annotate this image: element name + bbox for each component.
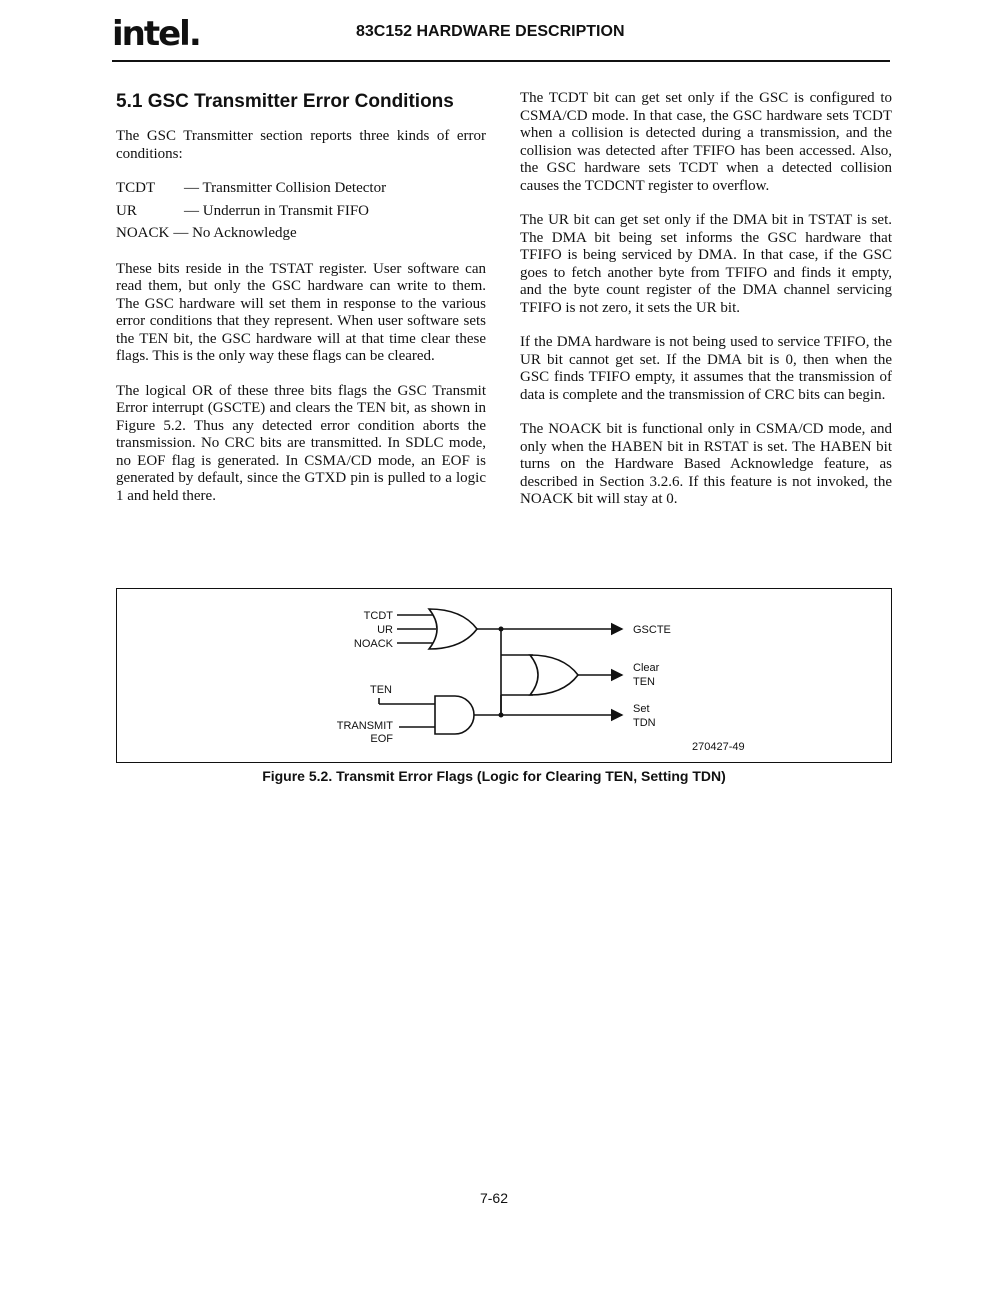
intro-paragraph: The GSC Transmitter section reports three kinds of error conditions: <box>116 128 486 162</box>
condition-term: TCDT <box>116 180 156 196</box>
label-transmit: TRANSMIT <box>336 720 393 732</box>
label-clear-ten: TEN <box>633 676 655 688</box>
label-set: Set <box>633 703 650 715</box>
label-ur: UR <box>377 624 393 636</box>
condition-row <box>116 225 486 243</box>
condition-desc: — Transmitter Collision Detector <box>184 180 387 196</box>
body-paragraph: The NOACK bit is functional only in CSMA/CD mode, and only when the HABEN bit in RSTAT is set. The HABEN bit turns on the Hardware Based Acknowledge feature, as described in Section 3.2.6. If this feature is not invoked, the NOACK bit will stay at 0. <box>520 421 892 507</box>
and-gate-set <box>435 696 474 734</box>
left-column <box>116 90 486 522</box>
body-paragraph: The TCDT bit can get set only if the GSC is configured to CSMA/CD mode. In that case, the GSC hardware sets TCDT when a collision is detected during a transmission, and the collision was detected after TFIFO has been accessed. Also, the GSC hardware sets TCDT when a detected collision causes the TCDCNT register to overflow. <box>520 90 892 194</box>
condition-term: UR <box>116 202 137 219</box>
condition-row <box>116 180 486 198</box>
intel-logo: intel. <box>112 14 200 54</box>
label-tcdt: TCDT <box>363 610 393 622</box>
page-number: 7-62 <box>479 1190 509 1206</box>
condition-term: NOACK <box>116 225 170 241</box>
label-eof: EOF <box>370 733 393 745</box>
logic-diagram-figure <box>116 588 892 763</box>
label-set-tdn: TDN <box>633 717 656 729</box>
condition-row <box>116 203 486 221</box>
body-paragraph: These bits reside in the TSTAT register. User software can read them, but only the GSC hardware can write to them. The GSC hardware will set them in response to the various error conditions that they represent. When user software sets the TEN bit, the GSC hardware will at that time clear these flags. This is the only way these flags can be cleared. <box>116 260 486 364</box>
label-gscte: GSCTE <box>633 624 671 636</box>
section-heading: 5.1 GSC Transmitter Error Conditions <box>116 91 454 112</box>
or-gate-error <box>429 609 477 649</box>
header-rule <box>112 60 890 62</box>
right-column <box>520 90 892 526</box>
label-noack: NOACK <box>353 638 393 650</box>
or-gate-clear <box>530 655 578 695</box>
figure-caption: Figure 5.2. Transmit Error Flags (Logic for Clearing TEN, Setting TDN) <box>262 768 726 784</box>
figure-code: 270427-49 <box>692 741 745 753</box>
body-paragraph: The UR bit can get set only if the DMA bit in TSTAT is set. The DMA bit being set informs the GSC hardware that TFIFO is being serviced by DMA. In that case, if the GSC goes to fetch another byte from TFIFO and finds it empty, and the byte count register of the DMA channel servicing TFIFO is not zero, it sets the UR bit. <box>520 212 892 316</box>
condition-desc: — Underrun in Transmit FIFO <box>184 202 370 219</box>
page-header-title: 83C152 HARDWARE DESCRIPTION <box>356 23 625 40</box>
body-paragraph: If the DMA hardware is not being used to service TFIFO, the UR bit cannot get set. If the DMA bit is 0, then when the GSC finds TFIFO empty, it assumes that the transmission of data is complete and the transmission of CRC bits can begin. <box>520 334 892 403</box>
condition-desc: — No Acknowledge <box>173 225 297 241</box>
body-paragraph: The logical OR of these three bits flags the GSC Transmit Error interrupt (GSCTE) and clears the TEN bit, as shown in Figure 5.2. Thus any detected error condition aborts the transmission. No CRC bits are transmitted. In SDLC mode, no EOF flag is generated. In CSMA/CD mode, an EOF is generated by default, since the GTXD pin is pulled to a logic 1 and held there. <box>116 382 486 504</box>
label-clear: Clear <box>633 662 660 674</box>
label-ten: TEN <box>370 684 392 696</box>
logic-diagram <box>117 589 891 762</box>
